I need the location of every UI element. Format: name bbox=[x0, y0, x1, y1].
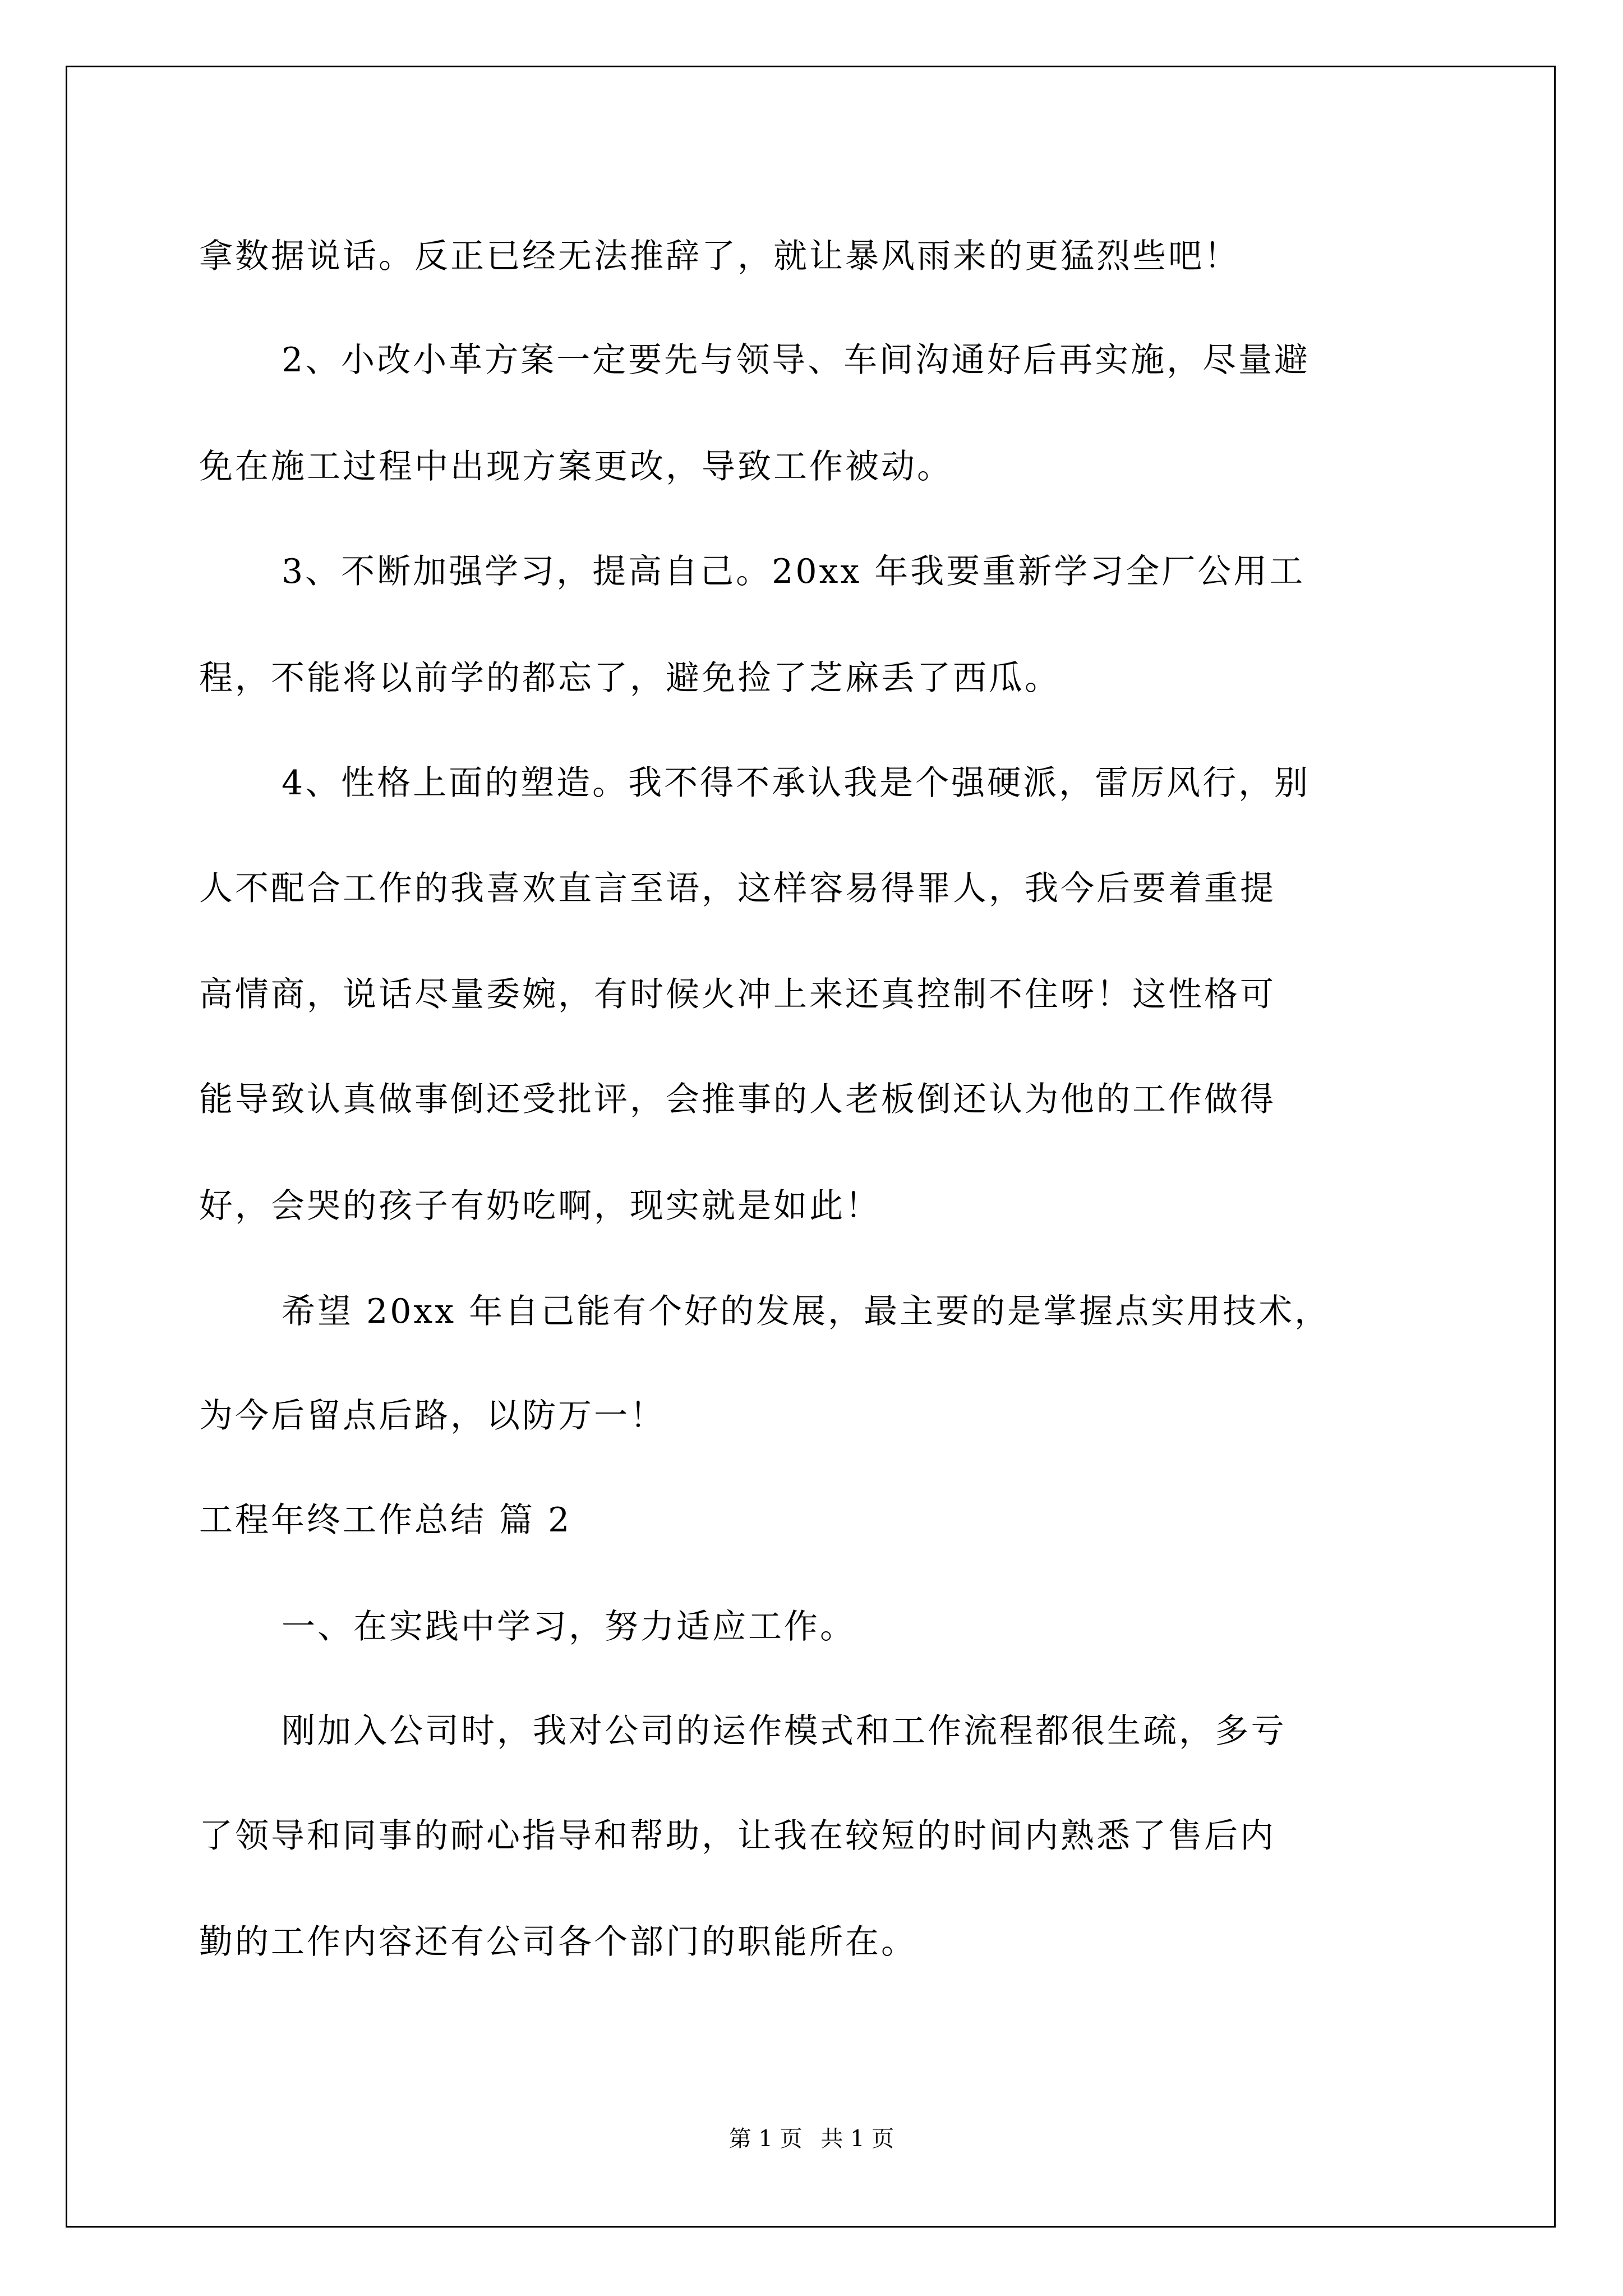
paragraph-line: 2、小改小革方案一定要先与领导、车间沟通好后再实施，尽量避 bbox=[282, 341, 1311, 380]
text-line: 能导致认真做事倒还受批评，会推事的人老板倒还认为他的工作做得 bbox=[199, 1080, 1276, 1119]
text-line: 高情商，说话尽量委婉，有时候火冲上来还真控制不住呀！这性格可 bbox=[199, 975, 1276, 1014]
text-line: 勤的工作内容还有公司各个部门的职能所在。 bbox=[199, 1922, 917, 1962]
text-line: 了领导和同事的耐心指导和帮助，让我在较短的时间内熟悉了售后内 bbox=[199, 1816, 1276, 1856]
text-line: 人不配合工作的我喜欢直言至语，这样容易得罪人，我今后要着重提 bbox=[199, 869, 1276, 908]
paragraph-line: 一、在实践中学习，努力适应工作。 bbox=[282, 1607, 856, 1646]
paragraph-line: 4、性格上面的塑造。我不得不承认我是个强硬派，雷厉风行，别 bbox=[282, 763, 1311, 803]
text-line: 免在施工过程中出现方案更改，导致工作被动。 bbox=[199, 447, 953, 486]
paragraph-line: 希望 20xx 年自己能有个好的发展，最主要的是掌握点实用技术， bbox=[282, 1292, 1331, 1331]
paragraph-line: 刚加入公司时，我对公司的运作模式和工作流程都很生疏，多亏 bbox=[282, 1711, 1287, 1751]
page-total: 共 1 页 bbox=[820, 2126, 895, 2152]
page-footer bbox=[0, 2125, 1623, 2153]
text-line: 为今后留点后路，以防万一！ bbox=[199, 1396, 666, 1435]
paragraph-line: 3、不断加强学习，提高自己。20xx 年我要重新学习全厂公用工 bbox=[282, 552, 1306, 591]
text-line: 拿数据说话。反正已经无法推辞了，就让暴风雨来的更猛烈些吧！ bbox=[199, 237, 1240, 276]
section-heading: 工程年终工作总结 篇 2 bbox=[199, 1501, 572, 1540]
page-border bbox=[66, 66, 1556, 2228]
text-line: 程，不能将以前学的都忘了，避免捡了芝麻丢了西瓜。 bbox=[199, 659, 1061, 698]
text-line: 好，会哭的孩子有奶吃啊，现实就是如此！ bbox=[199, 1186, 881, 1226]
page-number: 第 1 页 bbox=[728, 2126, 803, 2152]
